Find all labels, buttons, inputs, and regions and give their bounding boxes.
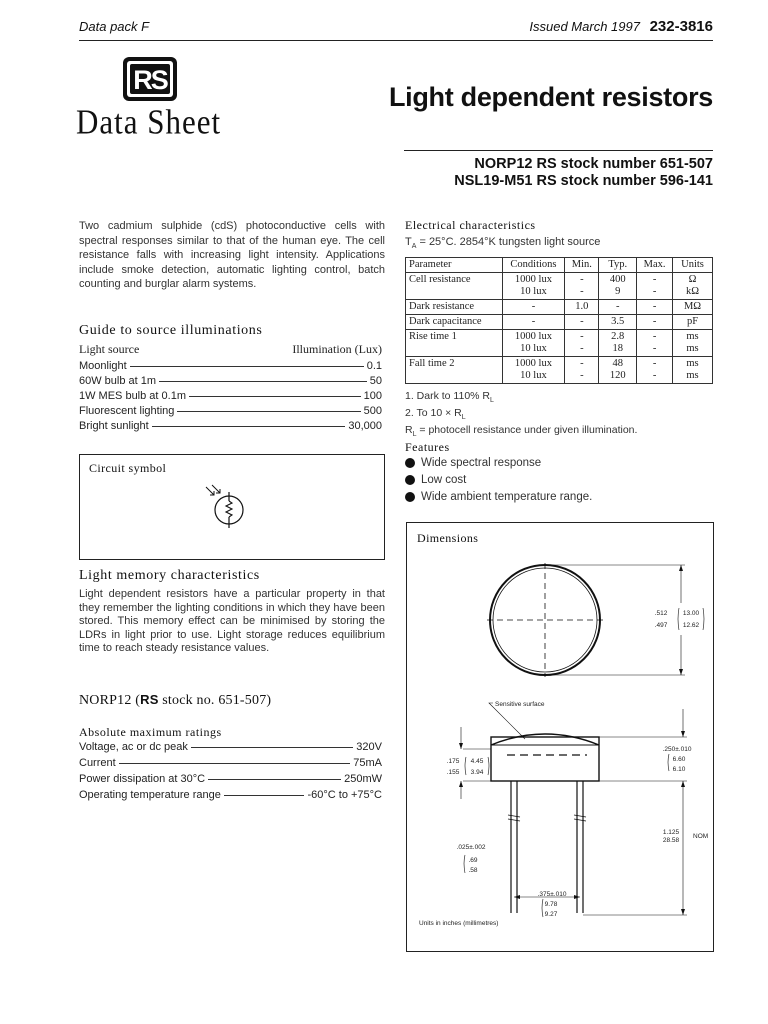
illumination-value: 500 (363, 405, 382, 417)
list-item (79, 405, 382, 417)
cell-conditions: - (502, 315, 565, 330)
cell-conditions (502, 330, 565, 357)
dim-dia-a: .512 (654, 610, 668, 617)
cell-units (673, 357, 713, 384)
rating-value: 75mA (353, 757, 382, 769)
stock-number: stock number 596-141 (560, 173, 713, 189)
test-condition (405, 236, 600, 250)
cell-units (673, 273, 713, 300)
stock-line-2 (454, 173, 713, 189)
cell-value: 10 lux (520, 370, 547, 381)
dim-h-a-mm: 4.45 (470, 758, 484, 765)
dim-lead: 1.125 (662, 829, 680, 836)
rating-label: Operating temperature range (79, 789, 221, 801)
stock-line-1 (474, 156, 713, 172)
dim-pitch-mm-a: 9.78 (544, 901, 558, 908)
title-rule (404, 150, 713, 151)
list-item (79, 360, 382, 372)
cell-value: 1000 lux (514, 358, 552, 369)
stock-number: stock number 651-507 (560, 156, 713, 172)
dimensions-box (406, 522, 714, 952)
features-heading: Features (405, 440, 450, 454)
memory-paragraph: Light dependent resistors have a particular property in that they remember the lighting conditions in which they have been stored. This memory effect can be minimised by storing the LDRs in light prior to use. Light storage reduces equilibrium time to reach steady resistance values. (79, 588, 385, 655)
list-item (405, 474, 466, 486)
cell-value: - (652, 331, 657, 342)
cell-value: 120 (609, 370, 626, 381)
cell-max (637, 330, 673, 357)
cell-value: 2.8 (611, 331, 625, 342)
illumination-header (79, 342, 382, 357)
note-subscript: L (412, 431, 417, 439)
rs-mark: RS (536, 156, 557, 172)
leader-line (191, 747, 353, 748)
header-units: Units (673, 258, 713, 273)
note-text: 1. Dark to 110% R (405, 390, 491, 402)
dimension-drawing (407, 523, 713, 951)
cell-typ (599, 273, 637, 300)
cell-value: - (580, 331, 584, 342)
table-row (406, 300, 713, 315)
leader-line (119, 763, 351, 764)
illumination-value: 50 (369, 375, 382, 387)
cell-value: 9 (615, 286, 621, 297)
cell-value: ms (686, 358, 699, 369)
norp-heading (79, 692, 271, 709)
cell-min (565, 330, 599, 357)
illumination-value: 30,000 (348, 420, 382, 432)
cell-parameter: Dark capacitance (406, 315, 503, 330)
illumination-source: 1W MES bulb at 0.1m (79, 390, 186, 402)
cell-conditions (502, 357, 565, 384)
illumination-value: 100 (363, 390, 382, 402)
feature-text: Wide spectral response (421, 457, 542, 469)
cell-value: 18 (612, 343, 623, 354)
cell-value: - (580, 286, 584, 297)
note-subscript: L (461, 414, 466, 422)
cell-value: 10 lux (520, 286, 547, 297)
header-max: Max. (637, 258, 673, 273)
units-note: Units in inches (millimetres) (419, 920, 499, 927)
data-sheet-wordmark: Data Sheet (76, 102, 222, 142)
cell-typ (599, 357, 637, 384)
dim-pitch: .375±.010 (537, 891, 567, 898)
cell-parameter: Cell resistance (406, 273, 503, 300)
circuit-symbol-box (79, 454, 385, 560)
dimensions-label: Dimensions (417, 531, 479, 545)
table-row (406, 315, 713, 330)
list-item (79, 420, 382, 432)
data-pack-label: Data pack F (79, 19, 150, 34)
illumination-source: Bright sunlight (79, 420, 149, 432)
list-item (79, 757, 382, 769)
rating-label: Power dissipation at 30°C (79, 773, 206, 785)
cell-units: MΩ (673, 300, 713, 315)
list-item (79, 773, 382, 785)
illumination-heading: Guide to source illuminations (79, 323, 263, 338)
bullet-icon (405, 475, 415, 485)
temp-subscript: A (411, 243, 417, 251)
dim-width-mm-b: 6.10 (672, 766, 686, 773)
cell-value: ms (686, 343, 699, 354)
cell-min: 1.0 (565, 300, 599, 315)
dim-dia-b-mm: 12.62 (682, 622, 700, 629)
dim-wire-mm-a: .69 (468, 857, 478, 864)
list-item (79, 741, 382, 753)
rating-label: Current (79, 757, 116, 769)
table-row (406, 273, 713, 300)
illumination-value: 0.1 (366, 360, 382, 372)
dim-h-b: .155 (446, 769, 460, 776)
cell-value: - (580, 343, 584, 354)
cell-value: 1000 lux (514, 331, 552, 342)
dim-dia-a-mm: 13.00 (682, 610, 700, 617)
cell-value: - (652, 358, 657, 369)
leader-line (130, 366, 364, 367)
rs-mark: RS (536, 173, 557, 189)
list-item (405, 457, 541, 469)
issue-date: Issued March 1997 (529, 19, 640, 34)
intro-paragraph: Two cadmium sulphide (cdS) photoconductive cells with spectral responses similar to that of the human eye. The cell resistance falls with increasing light intensity. Applications include smoke detection, automatic lighting control, batch counting and burglar alarm systems. (79, 220, 385, 290)
cell-value: ms (686, 370, 699, 381)
norp-model: NORP12 ( (79, 693, 141, 708)
col-illumination: Illumination (Lux) (292, 342, 382, 356)
sensitive-surface-label: Sensitive surface (495, 701, 545, 708)
dim-pitch-mm-b: 9.27 (544, 911, 558, 918)
table-row (406, 357, 713, 384)
cell-max (637, 357, 673, 384)
table-notes (405, 390, 637, 441)
rs-logo (122, 56, 178, 102)
rating-value: 250mW (344, 773, 382, 785)
cell-typ: 3.5 (599, 315, 637, 330)
dim-lead-mm: 28.58 (662, 837, 680, 844)
cell-value: 1000 lux (514, 274, 552, 285)
dim-h-a: .175 (446, 758, 460, 765)
rating-label: Voltage, ac or dc peak (79, 741, 188, 753)
leader-line (224, 795, 305, 796)
list-item (405, 491, 592, 503)
dim-wire: .025±.002 (456, 844, 486, 851)
note-2 (405, 407, 637, 424)
dim-dia-b: .497 (654, 622, 668, 629)
leader-line (159, 381, 367, 382)
cell-min (565, 273, 599, 300)
page-title: Light dependent resistors (388, 82, 713, 112)
ratings-heading: Absolute maximum ratings (79, 725, 222, 739)
note-text: = photocell resistance under given illumination. (416, 424, 638, 437)
leader-line (208, 779, 341, 780)
cell-max: - (637, 315, 673, 330)
cell-value: - (652, 370, 657, 381)
rs-mark: RS (140, 692, 159, 707)
cell-units: pF (673, 315, 713, 330)
cell-min (565, 357, 599, 384)
cell-conditions: - (502, 300, 565, 315)
note-1 (405, 390, 637, 407)
issue-info (529, 18, 713, 35)
cell-parameter: Dark resistance (406, 300, 503, 315)
cell-typ (599, 330, 637, 357)
bullet-icon (405, 492, 415, 502)
table-row (406, 330, 713, 357)
cell-value: kΩ (686, 286, 700, 297)
list-item (79, 789, 382, 801)
electrical-heading: Electrical characteristics (405, 218, 536, 232)
header-rule (79, 40, 713, 41)
header-conditions: Conditions (502, 258, 565, 273)
header-parameter: Parameter (406, 258, 503, 273)
note-text: 2. To 10 × R (405, 407, 462, 420)
leader-line (177, 411, 360, 412)
col-light-source: Light source (79, 342, 140, 356)
cell-value: - (580, 274, 584, 285)
illumination-source: Moonlight (79, 360, 127, 372)
circuit-symbol-label: Circuit symbol (89, 461, 167, 475)
cell-conditions (502, 273, 565, 300)
document-code: 232-3816 (649, 18, 713, 35)
cell-value: - (652, 274, 657, 285)
cell-value: - (580, 358, 584, 369)
cell-value: 400 (609, 274, 626, 285)
temp-symbol: T (405, 236, 412, 248)
cell-typ: - (599, 300, 637, 315)
note-symbol: R (405, 424, 413, 437)
rating-value: 320V (356, 741, 382, 753)
cell-value: - (652, 343, 657, 354)
illumination-source: Fluorescent lighting (79, 405, 175, 417)
memory-heading: Light memory characteristics (79, 568, 260, 583)
cell-max (637, 273, 673, 300)
condition-text: = 25°C. 2854°K tungsten light source (416, 236, 601, 248)
header-typ: Typ. (599, 258, 637, 273)
table-header-row (406, 258, 713, 273)
rs-logo-text: RS (133, 65, 167, 95)
cell-parameter: Rise time 1 (406, 330, 503, 357)
dim-width-mm-a: 6.60 (672, 756, 686, 763)
cell-value: ms (686, 331, 699, 342)
stock-model: NORP12 (474, 156, 533, 172)
cell-value: - (652, 286, 657, 297)
note-3 (405, 424, 637, 441)
electrical-table (405, 257, 713, 384)
feature-text: Wide ambient temperature range. (421, 491, 593, 503)
header-min: Min. (565, 258, 599, 273)
cell-value: 10 lux (520, 343, 547, 354)
dim-width: .250±.010 (662, 746, 692, 753)
cell-min: - (565, 315, 599, 330)
note-subscript: L (490, 397, 494, 405)
cell-max: - (637, 300, 673, 315)
illumination-source: 60W bulb at 1m (79, 375, 157, 387)
list-item (79, 375, 382, 387)
leader-line (152, 426, 346, 427)
feature-text: Low cost (421, 474, 467, 486)
dim-nom: NOM (693, 833, 709, 840)
rating-value: -60°C to +75°C (307, 789, 382, 801)
ldr-symbol-icon (198, 483, 258, 529)
leader-line (189, 396, 361, 397)
cell-value: Ω (688, 274, 697, 285)
list-item (79, 390, 382, 402)
dim-wire-mm-b: .58 (468, 867, 478, 874)
bullet-icon (405, 458, 415, 468)
norp-stock: stock no. 651-507) (158, 693, 272, 708)
cell-units (673, 330, 713, 357)
cell-value: 48 (612, 358, 623, 369)
stock-model: NSL19-M51 (454, 173, 533, 189)
cell-value: - (580, 370, 584, 381)
cell-parameter: Fall time 2 (406, 357, 503, 384)
dim-h-b-mm: 3.94 (470, 769, 484, 776)
